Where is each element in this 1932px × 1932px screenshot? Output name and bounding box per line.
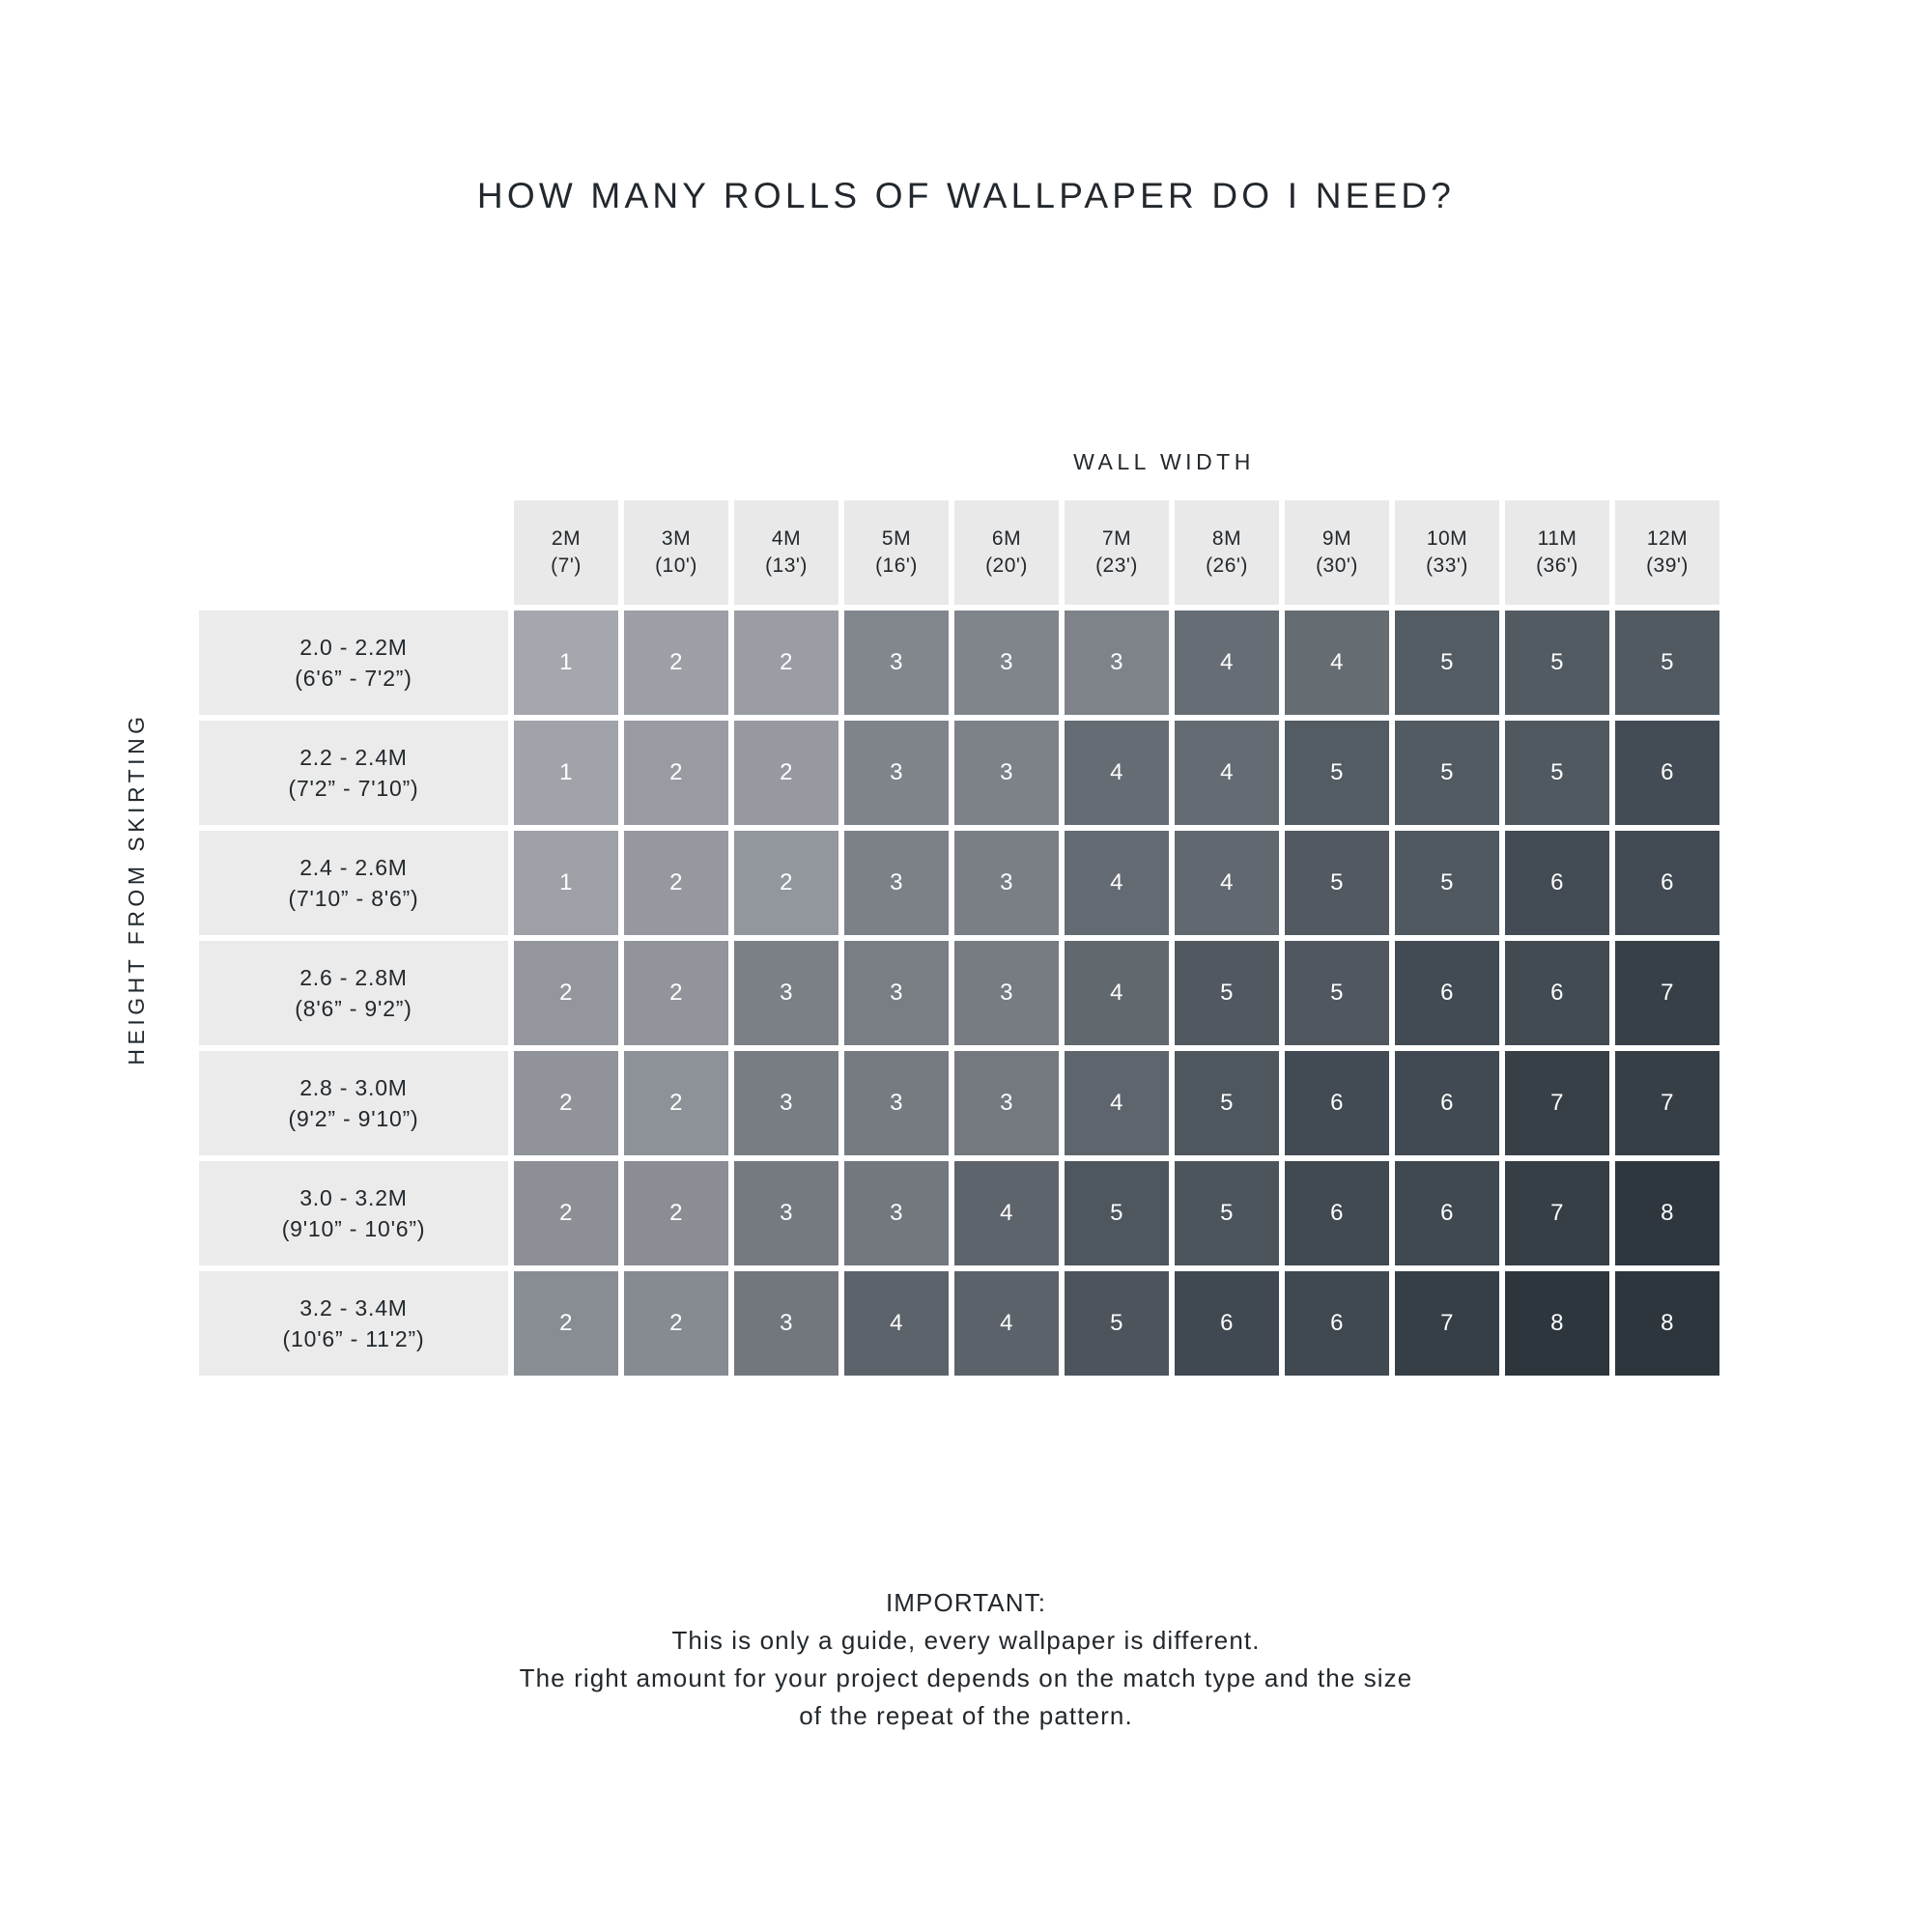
footer-note	[0, 1584, 1932, 1735]
column-header-metric: 10M	[1426, 526, 1468, 550]
matrix-cell: 3	[954, 941, 1059, 1045]
matrix-cell: 7	[1615, 1051, 1719, 1155]
row-header-imperial: (10'6” - 11'2”)	[282, 1326, 425, 1351]
matrix-cell: 4	[1175, 831, 1279, 935]
table-row	[199, 721, 1719, 825]
column-header	[1395, 500, 1499, 605]
row-header-metric: 3.0 - 3.2M	[299, 1184, 408, 1210]
matrix-cell: 4	[1285, 611, 1389, 715]
matrix-cell: 3	[954, 831, 1059, 935]
column-header-imperial: (33')	[1426, 554, 1468, 577]
matrix-corner	[199, 500, 508, 605]
matrix-cell: 7	[1615, 941, 1719, 1045]
footer-line-3: of the repeat of the pattern.	[799, 1701, 1133, 1730]
column-header-imperial: (30')	[1316, 554, 1358, 577]
table-row	[199, 1271, 1719, 1376]
matrix-cell: 5	[1285, 941, 1389, 1045]
column-header-imperial: (7')	[551, 554, 582, 577]
matrix-header	[199, 500, 1719, 605]
matrix-cell: 8	[1615, 1271, 1719, 1376]
column-header	[954, 500, 1059, 605]
matrix-cell: 5	[1175, 1051, 1279, 1155]
matrix-cell: 2	[514, 941, 618, 1045]
column-header-metric: 12M	[1646, 526, 1689, 550]
matrix-cell: 2	[514, 1051, 618, 1155]
matrix-cell: 3	[734, 1161, 838, 1265]
matrix-cell: 6	[1395, 1051, 1499, 1155]
matrix-cell: 5	[1395, 611, 1499, 715]
matrix-cell: 6	[1395, 941, 1499, 1045]
matrix-cell: 2	[624, 721, 728, 825]
matrix-cell: 3	[734, 941, 838, 1045]
matrix-cell: 3	[734, 1051, 838, 1155]
matrix-cell: 6	[1175, 1271, 1279, 1376]
roll-matrix	[193, 495, 1725, 1381]
matrix-cell: 2	[624, 1051, 728, 1155]
column-header	[1285, 500, 1389, 605]
matrix-cell: 4	[954, 1161, 1059, 1265]
matrix-cell: 5	[1505, 611, 1609, 715]
column-header	[1505, 500, 1609, 605]
matrix-cell: 4	[954, 1271, 1059, 1376]
column-header-metric: 5M	[881, 526, 912, 550]
matrix-cell: 1	[514, 721, 618, 825]
column-header	[844, 500, 949, 605]
matrix-cell: 6	[1285, 1161, 1389, 1265]
row-header-imperial: (9'10” - 10'6”)	[281, 1216, 426, 1241]
table-row	[199, 941, 1719, 1045]
matrix-table	[193, 495, 1725, 1381]
column-header	[1175, 500, 1279, 605]
row-header-metric: 3.2 - 3.4M	[299, 1294, 408, 1321]
matrix-cell: 2	[734, 611, 838, 715]
matrix-cell: 2	[624, 831, 728, 935]
matrix-cell: 8	[1615, 1161, 1719, 1265]
matrix-cell: 3	[844, 1161, 949, 1265]
column-header-metric: 4M	[771, 526, 802, 550]
matrix-cell: 4	[1065, 941, 1169, 1045]
column-header-metric: 11M	[1537, 526, 1577, 550]
header-row	[199, 500, 1719, 605]
matrix-cell: 7	[1505, 1051, 1609, 1155]
matrix-cell: 6	[1285, 1051, 1389, 1155]
matrix-cell: 4	[1065, 721, 1169, 825]
row-header-metric: 2.2 - 2.4M	[299, 744, 408, 770]
matrix-cell: 5	[1065, 1161, 1169, 1265]
column-header	[1615, 500, 1719, 605]
column-header-metric: 2M	[551, 526, 582, 550]
matrix-cell: 3	[844, 611, 949, 715]
column-header-metric: 7M	[1101, 526, 1132, 550]
x-axis-label: WALL WIDTH	[1073, 449, 1255, 474]
matrix-cell: 2	[624, 1271, 728, 1376]
footer-important: IMPORTANT:	[885, 1588, 1047, 1617]
matrix-cell: 3	[1065, 611, 1169, 715]
matrix-body	[199, 611, 1719, 1376]
matrix-cell: 2	[514, 1161, 618, 1265]
column-header	[734, 500, 838, 605]
column-header-imperial: (10')	[655, 554, 697, 577]
column-header-metric: 3M	[661, 526, 692, 550]
matrix-cell: 3	[844, 721, 949, 825]
column-header-imperial: (23')	[1095, 554, 1138, 577]
matrix-cell: 3	[844, 1051, 949, 1155]
matrix-cell: 4	[1175, 611, 1279, 715]
row-header-imperial: (7'2” - 7'10”)	[288, 776, 419, 801]
table-row	[199, 831, 1719, 935]
matrix-cell: 5	[1395, 831, 1499, 935]
matrix-cell: 8	[1505, 1271, 1609, 1376]
matrix-cell: 5	[1505, 721, 1609, 825]
row-header	[199, 831, 508, 935]
row-header-imperial: (6'6” - 7'2”)	[295, 666, 412, 691]
matrix-cell: 1	[514, 611, 618, 715]
matrix-cell: 2	[624, 941, 728, 1045]
matrix-cell: 5	[1175, 941, 1279, 1045]
page-title: HOW MANY ROLLS OF WALLPAPER DO I NEED?	[476, 176, 1456, 215]
column-header-imperial: (26')	[1206, 554, 1248, 577]
matrix-cell: 6	[1505, 831, 1609, 935]
row-header	[199, 1051, 508, 1155]
table-row	[199, 1161, 1719, 1265]
row-header-imperial: (9'2” - 9'10”)	[288, 1106, 419, 1131]
matrix-cell: 6	[1505, 941, 1609, 1045]
row-header	[199, 721, 508, 825]
column-header-metric: 6M	[991, 526, 1022, 550]
footer-line-2: The right amount for your project depends on the match type and the size	[519, 1663, 1413, 1692]
matrix-cell: 3	[844, 941, 949, 1045]
column-header-imperial: (36')	[1536, 554, 1578, 577]
matrix-cell: 2	[624, 611, 728, 715]
matrix-cell: 2	[514, 1271, 618, 1376]
row-header-metric: 2.8 - 3.0M	[299, 1074, 408, 1100]
table-row	[199, 1051, 1719, 1155]
matrix-cell: 5	[1175, 1161, 1279, 1265]
matrix-cell: 6	[1615, 721, 1719, 825]
row-header-imperial: (8'6” - 9'2”)	[295, 996, 412, 1021]
matrix-cell: 4	[1065, 831, 1169, 935]
matrix-cell: 4	[1175, 721, 1279, 825]
footer-line-1: This is only a guide, every wallpaper is different.	[671, 1626, 1261, 1655]
column-header-imperial: (39')	[1646, 554, 1689, 577]
row-header	[199, 941, 508, 1045]
matrix-cell: 4	[844, 1271, 949, 1376]
matrix-cell: 2	[734, 831, 838, 935]
matrix-cell: 5	[1395, 721, 1499, 825]
y-axis-label: HEIGHT FROM SKIRTING	[124, 712, 149, 1065]
column-header-metric: 8M	[1211, 526, 1242, 550]
column-header	[514, 500, 618, 605]
matrix-cell: 3	[954, 721, 1059, 825]
column-header-imperial: (16')	[875, 554, 918, 577]
column-header	[624, 500, 728, 605]
matrix-cell: 6	[1615, 831, 1719, 935]
matrix-cell: 3	[734, 1271, 838, 1376]
table-row	[199, 611, 1719, 715]
row-header	[199, 1161, 508, 1265]
column-header-imperial: (20')	[985, 554, 1028, 577]
matrix-cell: 4	[1065, 1051, 1169, 1155]
matrix-cell: 2	[624, 1161, 728, 1265]
matrix-cell: 6	[1285, 1271, 1389, 1376]
row-header	[199, 611, 508, 715]
matrix-cell: 2	[734, 721, 838, 825]
matrix-cell: 3	[954, 611, 1059, 715]
column-header-imperial: (13')	[765, 554, 808, 577]
row-header	[199, 1271, 508, 1376]
matrix-cell: 3	[954, 1051, 1059, 1155]
matrix-cell: 6	[1395, 1161, 1499, 1265]
matrix-cell: 5	[1285, 831, 1389, 935]
matrix-cell: 7	[1505, 1161, 1609, 1265]
row-header-metric: 2.6 - 2.8M	[299, 964, 408, 990]
matrix-cell: 5	[1285, 721, 1389, 825]
matrix-cell: 1	[514, 831, 618, 935]
row-header-metric: 2.0 - 2.2M	[299, 634, 408, 660]
column-header-metric: 9M	[1321, 526, 1352, 550]
matrix-cell: 5	[1615, 611, 1719, 715]
column-header	[1065, 500, 1169, 605]
row-header-imperial: (7'10” - 8'6”)	[288, 886, 419, 911]
matrix-cell: 3	[844, 831, 949, 935]
row-header-metric: 2.4 - 2.6M	[299, 854, 408, 880]
matrix-cell: 7	[1395, 1271, 1499, 1376]
matrix-cell: 5	[1065, 1271, 1169, 1376]
